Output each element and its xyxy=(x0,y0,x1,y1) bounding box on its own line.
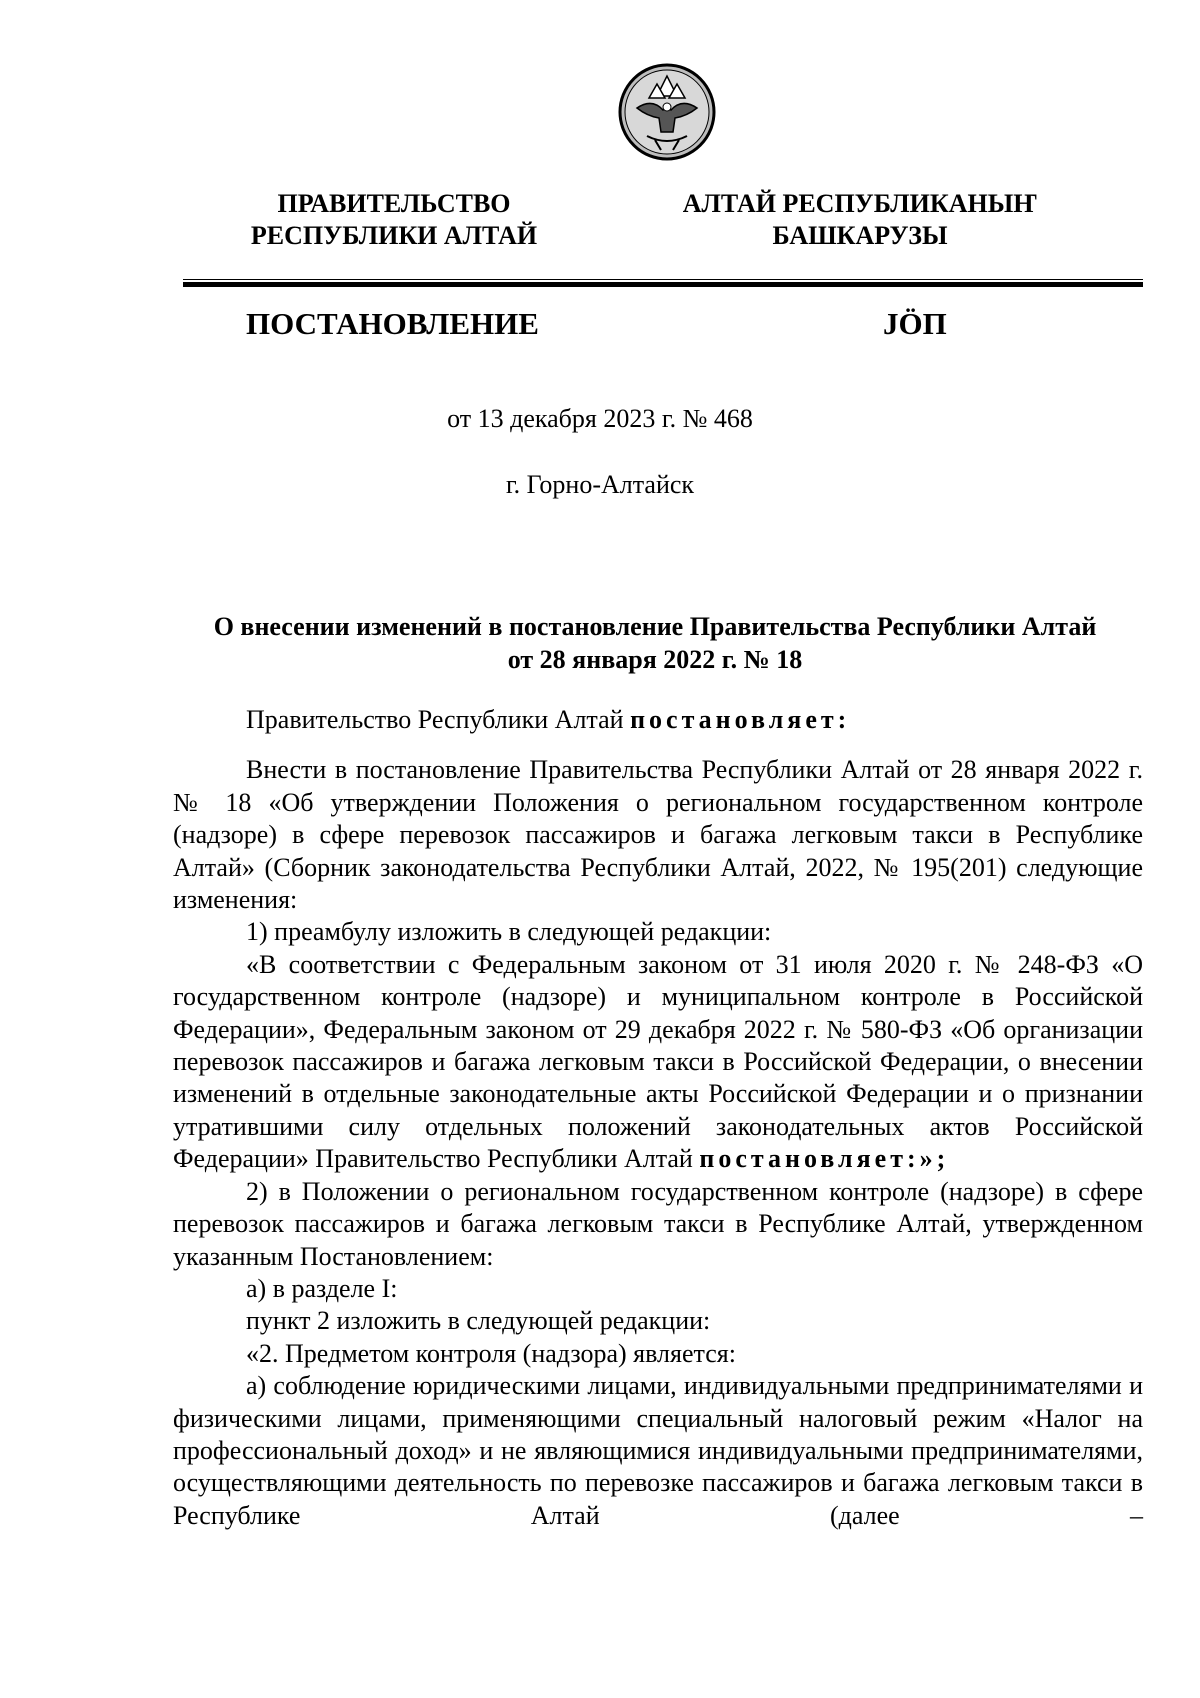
resolution-intro-keyword: постановляет: xyxy=(630,705,851,734)
paragraph-amend: Внести в постановление Правительства Республики Алтай от 28 января 2022 г. № 18 «Об утверждении Положения о региональном государственном контроле (надзоре) в сфере перевозок пассажиров и багажа легковым такси в Республике Алтай» (Сборник законодательства Республики Алтай, 2022, № 195(201) следующие изменения: xyxy=(173,755,1143,915)
document-title-line2: от 28 января 2022 г. № 18 xyxy=(507,645,803,674)
resolution-intro-text: Правительство Республики Алтай xyxy=(246,705,631,734)
document-title xyxy=(170,610,1140,676)
header-divider-thick xyxy=(183,282,1143,287)
header-left-ru xyxy=(174,188,614,252)
resolution-intro xyxy=(173,704,1143,736)
document-title-line1: О внесении изменений в постановление Правительства Республики Алтай xyxy=(213,612,1097,641)
coat-of-arms-emblem xyxy=(617,62,717,162)
paragraph-section-1: а) в разделе I: xyxy=(246,1273,398,1303)
paragraph-item-1: 1) преамбулу изложить в следующей редакции: xyxy=(246,917,772,947)
paragraph-preamble-text: «В соответствии с Федеральным законом от 31 июля 2020 г. № 248-ФЗ «О государственном контроле (надзоре) и муниципальном контроле в Российской Федерации», Федеральным законом от 29 декабря 2022 г. № 580-ФЗ «Об организации перевозок пассажиров и багажа легковым такси в Российской Федерации, о внесении изменений в отдельные законодательные акты Российской Федерации и о признании утратившими силу отдельных положений законодательных актов Российской Федерации» Правительство Республики Алтай xyxy=(173,949,1143,1174)
document-body xyxy=(173,704,1143,1532)
paragraph-subject: «2. Предметом контроля (надзора) является: xyxy=(246,1338,736,1368)
header-right-line1: АЛТАЙ РЕСПУБЛИКАНЫҤ xyxy=(682,189,1038,218)
header-right-altai xyxy=(640,188,1080,252)
header-right-line2: БАШКАРУЗЫ xyxy=(772,221,948,250)
document-date-number: от 13 декабря 2023 г. № 468 xyxy=(447,404,753,433)
header-divider-thin xyxy=(183,279,1143,280)
paragraph-point-2: пункт 2 изложить в следующей редакции: xyxy=(246,1306,711,1336)
paragraph-preamble-keyword: постановляет:»; xyxy=(699,1144,950,1174)
doc-type-ru: ПОСТАНОВЛЕНИЕ xyxy=(246,306,539,341)
header-left-line1: ПРАВИТЕЛЬСТВО xyxy=(277,189,511,218)
doc-type-altai: JӦП xyxy=(883,306,947,341)
paragraph-subpoint-a: а) соблюдение юридическими лицами, индивидуальными предпринимателями и физическими лицами, применяющими специальный налоговый режим «Налог на профессиональный доход» и не являющимися индивидуальными предпринимателями, осуществляющими деятельность по перевозке пассажиров и багажа легковым такси в Республике Алтай (далее – xyxy=(173,1371,1143,1530)
paragraph-item-2: 2) в Положении о региональном государственном контроле (надзоре) в сфере перевозок пассажиров и багажа легковым такси в Республике Алтай, утвержденном указанным Постановлением: xyxy=(173,1176,1143,1271)
paragraph-preamble xyxy=(173,949,1143,1176)
header-left-line2: РЕСПУБЛИКИ АЛТАЙ xyxy=(250,221,538,250)
document-city: г. Горно-Алтайск xyxy=(505,470,695,499)
